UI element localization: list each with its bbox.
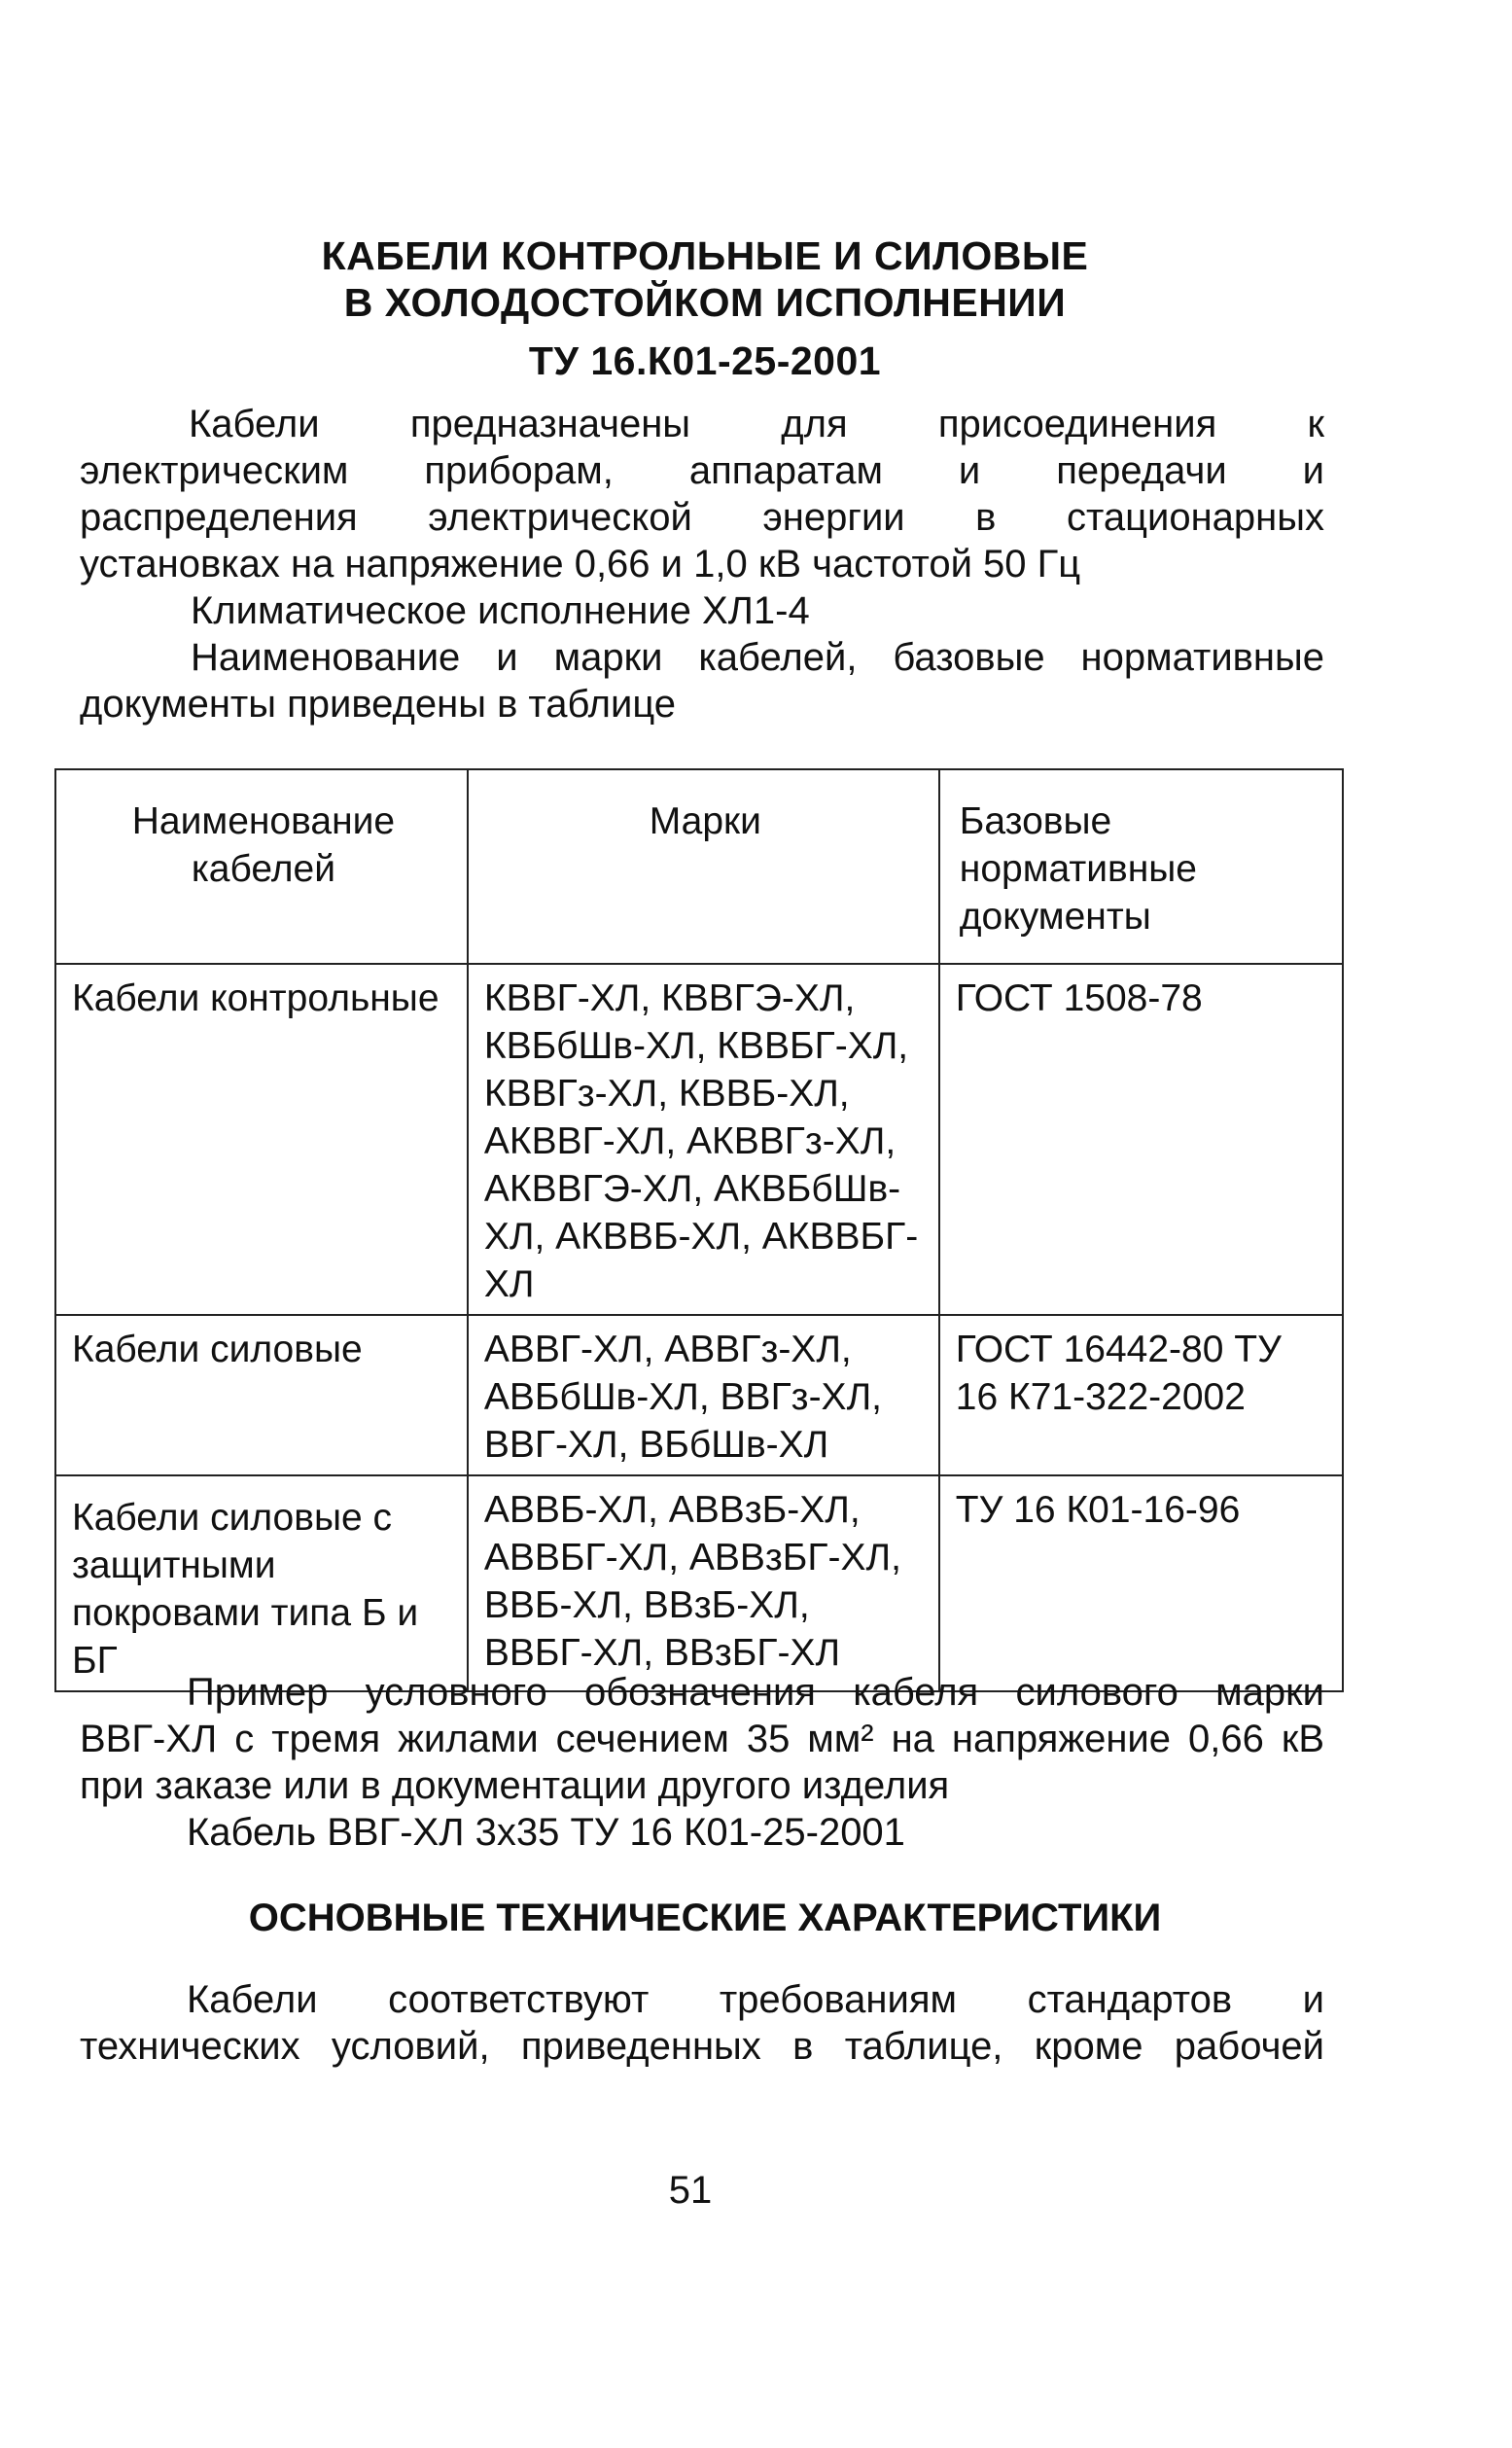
title-line-2: В ХОЛОДОСТОЙКОМ ИСПОЛНЕНИИ — [343, 280, 1067, 325]
intro-line-2: электрическим приборам, аппаратам и передачи и — [80, 449, 1324, 492]
climate-text: Климатическое исполнение ХЛ1-4 — [191, 589, 810, 632]
row-brands: АВВБ-ХЛ, АВВзБ-ХЛ, АВВБГ-ХЛ, АВВзБГ-ХЛ, ВВБ-ХЛ, ВВзБ-ХЛ, ВВБГ-ХЛ, ВВзБГ-ХЛ — [468, 1475, 939, 1691]
row-name: Кабели силовые с защитными покровами типа Б и БГ — [55, 1475, 468, 1691]
row-name: Кабели силовые — [55, 1315, 468, 1475]
page-number: 51 — [668, 2169, 713, 2212]
table-row — [55, 1315, 1343, 1475]
cable-designation: Кабель ВВГ-ХЛ 3х35 ТУ 16 К01-25-2001 — [187, 1811, 905, 1854]
names-paragraph — [80, 634, 1324, 727]
header-name: Наименование кабелей — [55, 769, 468, 964]
row-docs: ГОСТ 1508-78 — [939, 964, 1343, 1315]
table-header-row — [55, 769, 1343, 964]
example-paragraph — [80, 1669, 1324, 1809]
requirements-paragraph — [80, 1976, 1324, 2070]
cable-table — [54, 768, 1344, 1692]
header-brands: Марки — [468, 769, 939, 964]
example-line-3: при заказе или в документации другого изделия — [80, 1764, 950, 1807]
row-name: Кабели контрольные — [55, 964, 468, 1315]
title-line-1: КАБЕЛИ КОНТРОЛЬНЫЕ И СИЛОВЫЕ — [321, 233, 1089, 278]
row-docs: ГОСТ 16442-80 ТУ 16 К71-322-2002 — [939, 1315, 1343, 1475]
table-row — [55, 1475, 1343, 1691]
table-row — [55, 964, 1343, 1315]
names-line-1: Наименование и марки кабелей, базовые нормативные — [191, 636, 1324, 679]
standard-code: ТУ 16.К01-25-2001 — [528, 338, 882, 383]
intro-line-1: Кабели предназначены для присоединения к — [189, 403, 1324, 445]
intro-line-3: распределения электрической энергии в стационарных — [80, 496, 1324, 539]
example-line-1: Пример условного обозначения кабеля силового марки — [187, 1671, 1324, 1714]
row-brands: КВВГ-ХЛ, КВВГЭ-ХЛ, КВБбШв-ХЛ, КВВБГ-ХЛ, КВВГз-ХЛ, КВВБ-ХЛ, АКВВГ-ХЛ, АКВВГз-ХЛ, АКВВГЭ-ХЛ, АКВБбШв-ХЛ, АКВВБ-ХЛ, АКВВБГ-ХЛ — [468, 964, 939, 1315]
intro-line-4: установках на напряжение 0,66 и 1,0 кВ частотой 50 Гц — [80, 543, 1081, 585]
header-docs: Базовые нормативные документы — [939, 769, 1343, 964]
intro-paragraph — [80, 401, 1324, 587]
row-docs: ТУ 16 К01-16-96 — [939, 1475, 1343, 1691]
section-title: ОСНОВНЫЕ ТЕХНИЧЕСКИЕ ХАРАКТЕРИСТИКИ — [248, 1897, 1162, 1939]
example-line-2: ВВГ-ХЛ с тремя жилами сечением 35 мм² на напряжение 0,66 кВ — [80, 1718, 1324, 1760]
names-line-2: документы приведены в таблице — [80, 683, 677, 726]
row-brands: АВВГ-ХЛ, АВВГз-ХЛ, АВБбШв-ХЛ, ВВГз-ХЛ, ВВГ-ХЛ, ВБбШв-ХЛ — [468, 1315, 939, 1475]
requirements-line-2: технических условий, приведенных в таблице, кроме рабочей — [80, 2025, 1324, 2068]
requirements-line-1: Кабели соответствуют требованиям стандартов и — [187, 1978, 1324, 2021]
